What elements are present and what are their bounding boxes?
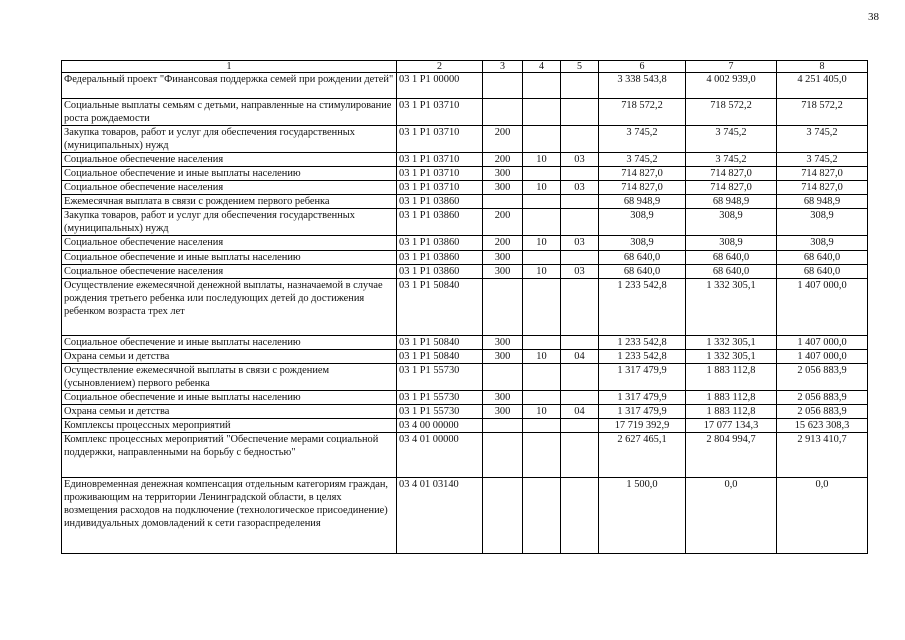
row-code: 03 4 01 03140: [397, 478, 483, 554]
row-name: Социальное обеспечение и иные выплаты населению: [62, 251, 397, 265]
row-value-col7: 68 640,0: [686, 251, 777, 265]
table-row: [62, 99, 868, 126]
budget-table: [61, 60, 868, 554]
row-code: 03 1 P1 03860: [397, 251, 483, 265]
row-section: 10: [523, 405, 561, 419]
header-col-5: 5: [561, 61, 599, 73]
row-subsection: [561, 419, 599, 433]
row-value-col8: 2 056 883,9: [777, 405, 868, 419]
table-row: [62, 195, 868, 209]
row-expense-type: [483, 419, 523, 433]
row-section: [523, 99, 561, 126]
row-value-col6: 68 640,0: [599, 251, 686, 265]
row-value-col8: 1 407 000,0: [777, 279, 868, 336]
row-value-col8: 714 827,0: [777, 181, 868, 195]
header-col-6: 6: [599, 61, 686, 73]
row-subsection: [561, 478, 599, 554]
row-subsection: [561, 364, 599, 391]
row-value-col6: 308,9: [599, 209, 686, 236]
row-value-col6: 1 233 542,8: [599, 336, 686, 350]
row-value-col6: 17 719 392,9: [599, 419, 686, 433]
row-expense-type: [483, 195, 523, 209]
row-code: 03 1 P1 03860: [397, 265, 483, 279]
row-value-col7: 714 827,0: [686, 167, 777, 181]
row-name: Охрана семьи и детства: [62, 405, 397, 419]
row-section: [523, 167, 561, 181]
row-value-col8: 1 407 000,0: [777, 336, 868, 350]
row-name: Социальное обеспечение и иные выплаты населению: [62, 336, 397, 350]
row-code: 03 1 P1 03710: [397, 167, 483, 181]
row-value-col7: 3 745,2: [686, 126, 777, 153]
row-section: 10: [523, 350, 561, 364]
row-subsection: [561, 251, 599, 265]
row-code: 03 1 P1 50840: [397, 279, 483, 336]
table-row: [62, 391, 868, 405]
row-expense-type: 300: [483, 405, 523, 419]
header-col-3: 3: [483, 61, 523, 73]
row-value-col8: 714 827,0: [777, 167, 868, 181]
table-row: [62, 73, 868, 99]
row-code: 03 1 P1 03860: [397, 209, 483, 236]
row-expense-type: [483, 478, 523, 554]
row-section: [523, 251, 561, 265]
row-code: 03 1 P1 55730: [397, 364, 483, 391]
row-subsection: [561, 336, 599, 350]
row-subsection: [561, 126, 599, 153]
table-row: [62, 209, 868, 236]
row-code: 03 4 00 00000: [397, 419, 483, 433]
row-subsection: 03: [561, 236, 599, 251]
row-value-col6: 1 233 542,8: [599, 279, 686, 336]
row-section: [523, 391, 561, 405]
page-number: 38: [868, 11, 879, 23]
row-value-col8: 68 948,9: [777, 195, 868, 209]
row-section: [523, 433, 561, 478]
row-value-col6: 3 745,2: [599, 126, 686, 153]
row-value-col7: 2 804 994,7: [686, 433, 777, 478]
row-subsection: [561, 391, 599, 405]
row-value-col7: 3 745,2: [686, 153, 777, 167]
row-value-col6: 308,9: [599, 236, 686, 251]
row-section: [523, 209, 561, 236]
row-expense-type: 300: [483, 167, 523, 181]
row-value-col8: 3 745,2: [777, 126, 868, 153]
row-name: Социальное обеспечение населения: [62, 153, 397, 167]
table-row: [62, 251, 868, 265]
row-subsection: 03: [561, 153, 599, 167]
row-name: Осуществление ежемесячной денежной выплаты, назначаемой в случае рождения третьего ребенка или последующих детей до достижения ребенком возраста трех лет: [62, 279, 397, 336]
row-value-col6: 1 317 479,9: [599, 364, 686, 391]
row-value-col8: 15 623 308,3: [777, 419, 868, 433]
row-value-col7: 718 572,2: [686, 99, 777, 126]
row-value-col7: 308,9: [686, 209, 777, 236]
row-value-col6: 1 317 479,9: [599, 405, 686, 419]
row-value-col7: 1 332 305,1: [686, 350, 777, 364]
table-row: [62, 167, 868, 181]
row-expense-type: 300: [483, 251, 523, 265]
row-code: 03 1 P1 50840: [397, 350, 483, 364]
row-name: Ежемесячная выплата в связи с рождением первого ребенка: [62, 195, 397, 209]
row-value-col7: 308,9: [686, 236, 777, 251]
row-name: Закупка товаров, работ и услуг для обеспечения государственных (муниципальных) нужд: [62, 209, 397, 236]
row-subsection: 03: [561, 181, 599, 195]
row-code: 03 1 P1 03710: [397, 99, 483, 126]
row-section: [523, 336, 561, 350]
table-row: [62, 478, 868, 554]
row-value-col6: 714 827,0: [599, 167, 686, 181]
row-section: 10: [523, 236, 561, 251]
row-name: Единовременная денежная компенсация отдельным категориям граждан, проживающим на территории Ленинградской области, в целях возмещения расходов на подключение (технологическое присоединение) индивидуальных домовладений к сети газораспределения: [62, 478, 397, 554]
table-row: [62, 419, 868, 433]
row-value-col7: 714 827,0: [686, 181, 777, 195]
row-name: Комплексы процессных мероприятий: [62, 419, 397, 433]
row-value-col7: 0,0: [686, 478, 777, 554]
row-value-col8: 68 640,0: [777, 265, 868, 279]
row-value-col7: 1 883 112,8: [686, 405, 777, 419]
row-name: Социальные выплаты семьям с детьми, направленные на стимулирование роста рождаемости: [62, 99, 397, 126]
row-subsection: [561, 279, 599, 336]
row-name: Социальное обеспечение населения: [62, 265, 397, 279]
row-code: 03 1 P1 50840: [397, 336, 483, 350]
row-value-col7: 68 640,0: [686, 265, 777, 279]
row-code: 03 1 P1 55730: [397, 405, 483, 419]
row-value-col7: 1 883 112,8: [686, 391, 777, 405]
header-col-4: 4: [523, 61, 561, 73]
table-row: [62, 126, 868, 153]
row-value-col6: 1 500,0: [599, 478, 686, 554]
row-name: Осуществление ежемесячной выплаты в связи с рождением (усыновлением) первого ребенка: [62, 364, 397, 391]
row-subsection: [561, 433, 599, 478]
row-value-col6: 714 827,0: [599, 181, 686, 195]
table-row: [62, 433, 868, 478]
table-row: [62, 153, 868, 167]
row-section: 10: [523, 153, 561, 167]
row-value-col8: 308,9: [777, 209, 868, 236]
row-name: Комплекс процессных мероприятий "Обеспечение мерами социальной поддержки, направленными на борьбу с бедностью": [62, 433, 397, 478]
row-name: Социальное обеспечение населения: [62, 181, 397, 195]
row-name: Федеральный проект "Финансовая поддержка семей при рождении детей": [62, 73, 397, 99]
row-expense-type: [483, 279, 523, 336]
row-expense-type: 300: [483, 350, 523, 364]
row-expense-type: 300: [483, 265, 523, 279]
row-subsection: [561, 73, 599, 99]
row-value-col8: 308,9: [777, 236, 868, 251]
row-expense-type: 200: [483, 153, 523, 167]
header-row: [62, 61, 868, 73]
row-value-col6: 3 745,2: [599, 153, 686, 167]
row-value-col8: 3 745,2: [777, 153, 868, 167]
header-col-1: 1: [62, 61, 397, 73]
row-value-col7: 4 002 939,0: [686, 73, 777, 99]
row-value-col8: 1 407 000,0: [777, 350, 868, 364]
row-value-col6: 1 317 479,9: [599, 391, 686, 405]
row-expense-type: 300: [483, 336, 523, 350]
row-value-col6: 2 627 465,1: [599, 433, 686, 478]
row-section: 10: [523, 181, 561, 195]
row-code: 03 1 P1 00000: [397, 73, 483, 99]
row-expense-type: [483, 73, 523, 99]
row-code: 03 4 01 00000: [397, 433, 483, 478]
row-name: Социальное обеспечение и иные выплаты населению: [62, 391, 397, 405]
row-value-col7: 1 332 305,1: [686, 279, 777, 336]
row-code: 03 1 P1 03860: [397, 236, 483, 251]
row-section: [523, 478, 561, 554]
row-code: 03 1 P1 03710: [397, 153, 483, 167]
row-name: Социальное обеспечение населения: [62, 236, 397, 251]
header-col-8: 8: [777, 61, 868, 73]
row-value-col6: 68 640,0: [599, 265, 686, 279]
row-subsection: 04: [561, 350, 599, 364]
table-row: [62, 364, 868, 391]
row-code: 03 1 P1 55730: [397, 391, 483, 405]
row-section: 10: [523, 265, 561, 279]
row-section: [523, 279, 561, 336]
row-code: 03 1 P1 03710: [397, 126, 483, 153]
row-section: [523, 73, 561, 99]
row-value-col8: 68 640,0: [777, 251, 868, 265]
table-row: [62, 279, 868, 336]
row-expense-type: 200: [483, 126, 523, 153]
row-section: [523, 195, 561, 209]
row-value-col7: 68 948,9: [686, 195, 777, 209]
row-subsection: [561, 99, 599, 126]
table-row: [62, 236, 868, 251]
row-name: Охрана семьи и детства: [62, 350, 397, 364]
row-subsection: [561, 195, 599, 209]
table-row: [62, 181, 868, 195]
row-name: Закупка товаров, работ и услуг для обеспечения государственных (муниципальных) нужд: [62, 126, 397, 153]
row-expense-type: 300: [483, 181, 523, 195]
row-value-col7: 1 332 305,1: [686, 336, 777, 350]
row-subsection: [561, 167, 599, 181]
row-value-col8: 0,0: [777, 478, 868, 554]
row-value-col7: 17 077 134,3: [686, 419, 777, 433]
row-value-col8: 718 572,2: [777, 99, 868, 126]
table-row: [62, 265, 868, 279]
row-expense-type: [483, 99, 523, 126]
row-subsection: 03: [561, 265, 599, 279]
row-section: [523, 126, 561, 153]
row-section: [523, 364, 561, 391]
row-expense-type: [483, 364, 523, 391]
row-value-col8: 2 913 410,7: [777, 433, 868, 478]
row-name: Социальное обеспечение и иные выплаты населению: [62, 167, 397, 181]
row-value-col8: 2 056 883,9: [777, 364, 868, 391]
row-subsection: 04: [561, 405, 599, 419]
header-col-2: 2: [397, 61, 483, 73]
row-value-col6: 1 233 542,8: [599, 350, 686, 364]
row-value-col6: 718 572,2: [599, 99, 686, 126]
row-expense-type: 200: [483, 236, 523, 251]
row-section: [523, 419, 561, 433]
row-expense-type: 300: [483, 391, 523, 405]
row-code: 03 1 P1 03710: [397, 181, 483, 195]
header-col-7: 7: [686, 61, 777, 73]
row-expense-type: 200: [483, 209, 523, 236]
row-value-col8: 4 251 405,0: [777, 73, 868, 99]
row-value-col7: 1 883 112,8: [686, 364, 777, 391]
row-value-col8: 2 056 883,9: [777, 391, 868, 405]
table-row: [62, 336, 868, 350]
row-value-col6: 68 948,9: [599, 195, 686, 209]
row-expense-type: [483, 433, 523, 478]
table-row: [62, 405, 868, 419]
table-row: [62, 350, 868, 364]
row-code: 03 1 P1 03860: [397, 195, 483, 209]
row-subsection: [561, 209, 599, 236]
row-value-col6: 3 338 543,8: [599, 73, 686, 99]
